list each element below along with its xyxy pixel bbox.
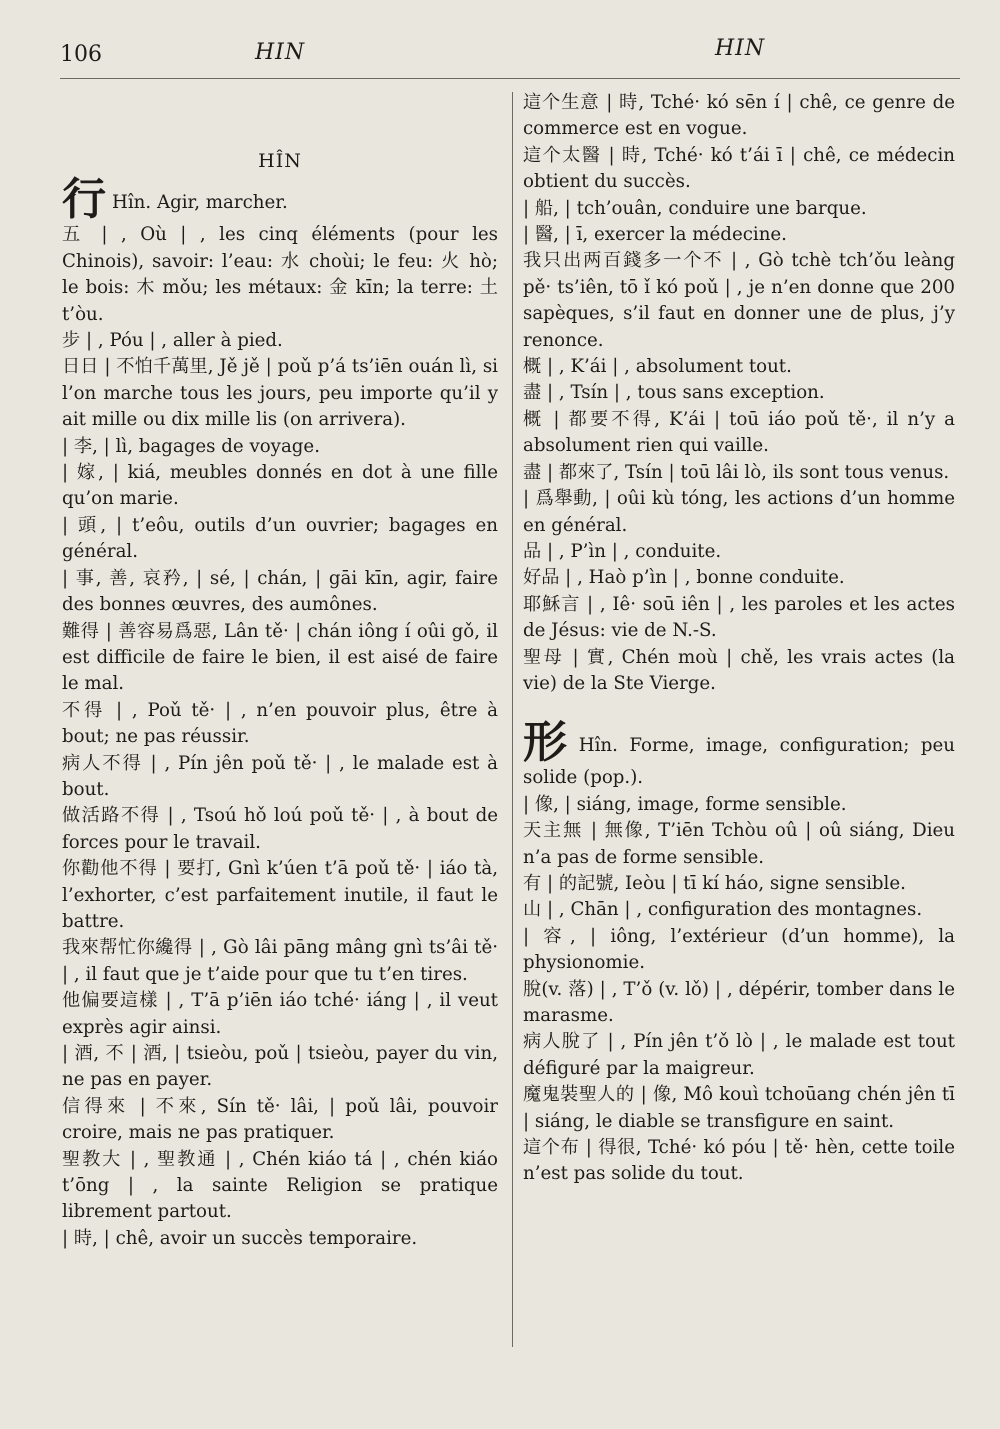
right-column [523,90,955,1188]
entry: | 李, | lì, bagages de voyage. [62,435,320,457]
headword-character: 形 [523,717,573,769]
entry: 日日 | 不怕千萬里, Jě jě | poǔ p’á ts’iēn ouán lì, si l’on marche tous les jours, peu importe qu’il y ait mille ou dix mille lis (on arrivera). [62,356,498,431]
entry: | 像, | siáng, image, forme sensible. [523,793,847,815]
entry: | 醫, | ī, exercer la médecine. [523,224,787,246]
entry: 這个布 | 得很, Tché· kó póu | tě· hèn, cette toile n’est pas solide du tout. [523,1137,955,1185]
headword-entry [523,717,956,791]
entry: 天主無 | 無像, T’iēn Tchòu oû | oû siáng, Dieu n’a pas de forme sensible. [523,820,955,868]
entry: 你勸他不得 | 要打, Gnì k’úen t’ā poǔ tě· | iáo tà, l’exhorter, c’est parfaitement inutile, il faut le battre. [62,858,498,932]
entry: 概 | 都要不得, K’ái | toū iáo poǔ tě·, il n’y a absolument rien qui vaille. [523,408,955,457]
entry: 步 | , Póu | , aller à pied. [62,330,283,352]
entry: | 容, | iông, l’extérieur (d’un homme), la physionomie. [523,925,955,974]
entry: | 嫁, | kiá, meubles donnés en dot à une fille qu’on marie. [62,462,498,510]
section-heading: HÎN [258,150,302,172]
entry: 有 | 的記號, Ieòu | tī kí háo, signe sensible. [523,872,906,894]
entry: | 時, | chê, avoir un succès temporaire. [62,1227,418,1249]
entry: | 事, 善, 哀矜, | sé, | chán, | gāi kīn, agir, faire des bonnes œuvres, des aumônes. [62,567,498,616]
entry: 五 | , Où | , les cinq éléments (pour les Chinois), savoir: l’eau: 水 choùi; le feu: 火 hò; le bois: 木 mǒu; les métaux: 金 kīn; la terre: 土 t’òu. [62,224,498,325]
entry: 病人脫了 | , Pín jên t’ǒ lò | , le malade est tout défiguré par la maigreur. [523,1031,955,1079]
column-divider [512,92,513,1347]
entry: 這个生意 | 時, Tché· kó sēn í | chê, ce genre de commerce est en vogue. [523,92,955,140]
entry: 難得 | 善容易爲惡, Lân tě· | chán iông í oûi gǒ, il est difficile de faire le bien, il est aisé de faire le mal. [62,620,498,695]
entry: | 頭, | t’eôu, outils d’un ouvrier; bagages en général. [62,514,498,563]
header-rule [60,78,960,79]
entry: 盡 | 都來了, Tsín | toū lâi lò, ils sont tous venus. [523,461,950,483]
entry: | 酒, 不 | 酒, | tsieòu, poǔ | tsieòu, payer du vin, ne pas en payer. [62,1043,498,1091]
entry: 山 | , Chān | , configuration des montagnes. [523,899,923,921]
entry: 做活路不得 | , Tsoú hǒ loú poǔ tě· | , à bout de forces pour le travail. [62,805,498,853]
entry: 聖母 | 實, Chén moù | chě, les vrais actes (la vie) de la Ste Vierge. [523,646,955,694]
entry: 不得 | , Poǔ tě· | , n’en pouvoir plus, être à bout; ne pas réussir. [62,699,498,748]
headword-gloss: Hîn. Forme, image, configuration; peu solide (pop.). [523,735,956,789]
entry: 耶穌言 | , Iê· soū iên | , les paroles et les actes de Jésus: vie de N.-S. [523,593,955,642]
entry: 品 | , P’ìn | , conduite. [523,540,722,562]
entry: 聖教大 | , 聖教通 | , Chén kiáo tá | , chén kiáo t’ōng | , la sainte Religion se pratique librement partout. [62,1148,498,1223]
entry: 脫(v. 落) | , T’ǒ (v. lǒ) | , dépérir, tomber dans le marasme. [523,978,955,1026]
entry: 我只出两百錢多一个不 | , Gò tchè tch’ǒu leàng pě· ts’iên, tō ǐ kó poǔ | , je n’en donne que 200 sapèques, s’il faut en donner une de plus, j’y renonce. [523,250,955,351]
entry: | 爲舉動, | oûi kù tóng, les actions d’un homme en général. [523,488,955,536]
entry: 魔鬼裝聖人的 | 像, Mô kouì tchoūang chén jên tī | siáng, le diable se transfigure en saint. [523,1084,955,1132]
entry: 這个太醫 | 時, Tché· kó t’ái ī | chê, ce médecin obtient du succès. [523,144,955,193]
entry: 病人不得 | , Pín jên poǔ tě· | , le malade est à bout. [62,752,498,800]
entry: 我來帮忙你纔得 | , Gò lâi pāng mâng gnì ts’âi tě· | , il faut que je t’aide pour que tu t’en tires. [62,937,498,985]
page-number: 106 [60,42,102,67]
entry: 盡 | , Tsín | , tous sans exception. [523,382,825,404]
entry: 信得來 | 不來, Sín tě· lâi, | poǔ lâi, pouvoir croire, mais ne pas pratiquer. [62,1095,498,1144]
running-head-right: HIN [715,36,766,61]
headword-character: 行 [62,174,106,226]
entry: 好品 | , Haò p’ìn | , bonne conduite. [523,567,845,589]
running-head-left: HIN [255,40,306,65]
section-spacer [523,697,955,721]
entry: 概 | , K’ái | , absolument tout. [523,356,792,378]
left-column [62,90,498,1252]
entry: 他偏要這樣 | , T’ā p’iēn iáo tché· iáng | , il veut exprès agir ainsi. [62,990,498,1038]
entry: | 船, | tch’ouân, conduire une barque. [523,197,867,219]
headword-gloss: Hîn. Agir, marcher. [112,192,288,214]
headword-entry [62,174,498,226]
